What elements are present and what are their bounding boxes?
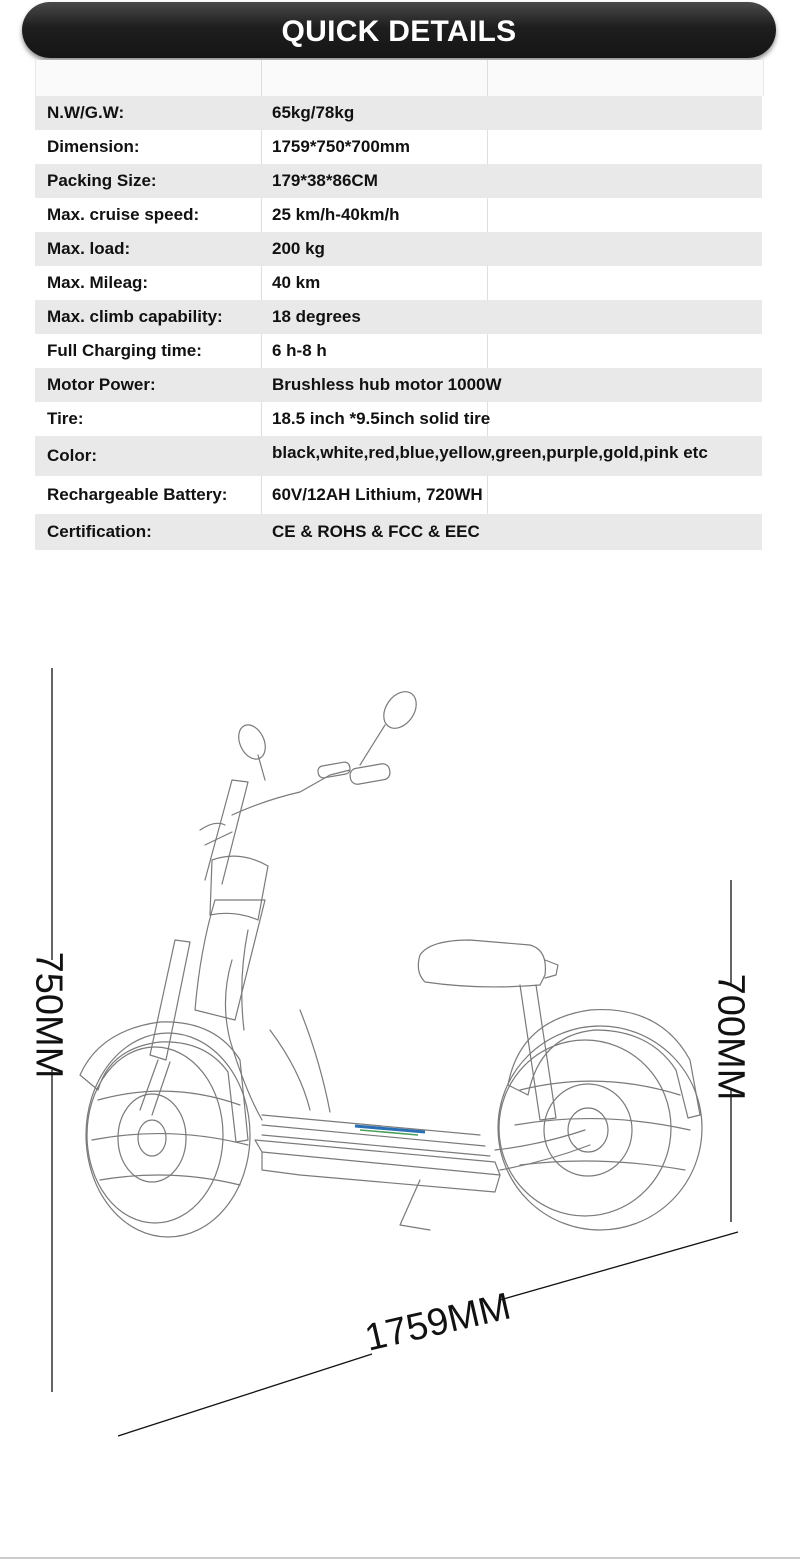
left-mirror — [234, 721, 271, 764]
spec-value: 65kg/78kg — [272, 103, 355, 122]
spec-value: 179*38*86CM — [272, 171, 378, 190]
spec-label: Rechargeable Battery: — [47, 485, 228, 504]
seat — [418, 940, 545, 987]
spec-label: Max. Mileag: — [47, 273, 149, 292]
specs-table-top-spacer — [35, 60, 764, 96]
spec-value: 1759*750*700mm — [272, 137, 411, 156]
spec-label: Full Charging time: — [47, 341, 202, 360]
seat-height-label: 700MM — [709, 973, 752, 1101]
length-dimension-line — [118, 1354, 372, 1436]
front-wheel — [86, 1033, 250, 1237]
spec-row-packing-size — [35, 164, 762, 198]
spec-value: 40 km — [272, 273, 321, 292]
spec-label: Color: — [47, 446, 98, 465]
length-dimension-line — [500, 1232, 738, 1300]
quick-details-banner — [22, 2, 776, 58]
banner-title: QUICK DETAILS — [281, 15, 517, 48]
spec-row-max-load — [35, 232, 762, 266]
spec-value: 6 h-8 h — [272, 341, 327, 360]
spec-value: 200 kg — [272, 239, 325, 258]
spec-value: 18.5 inch *9.5inch solid tire — [272, 409, 491, 428]
scooter-dimension-drawing — [0, 600, 800, 1560]
spec-label: Packing Size: — [47, 171, 157, 190]
spec-label: Max. load: — [47, 239, 131, 258]
length-label: 1759MM — [361, 1285, 515, 1360]
spec-label: Certification: — [47, 522, 152, 541]
spec-row-tire — [35, 402, 762, 436]
spec-row-motor-power — [35, 368, 762, 402]
kickstand — [400, 1180, 430, 1230]
spec-value: 25 km/h-40km/h — [272, 205, 400, 224]
spec-value: 60V/12AH Lithium, 720WH — [272, 485, 483, 504]
spec-label: Dimension: — [47, 137, 140, 156]
spec-value: black,white,red,blue,yellow,green,purple,gold,pink etc — [272, 443, 708, 462]
spec-value: Brushless hub motor 1000W — [272, 375, 502, 394]
spec-value: CE & ROHS & FCC & EEC — [272, 522, 480, 541]
spec-row-charging-time — [35, 334, 762, 368]
seat-post — [520, 985, 556, 1120]
spec-row-certification — [35, 514, 762, 550]
spec-row-battery — [35, 476, 762, 514]
spec-row-dimension — [35, 130, 762, 164]
spec-row-cruise-speed — [35, 198, 762, 232]
bottom-divider — [0, 1557, 800, 1559]
spec-row-color — [35, 436, 762, 476]
spec-label: N.W/G.W: — [47, 103, 125, 122]
spec-label: Max. cruise speed: — [47, 205, 200, 224]
spec-row-weight — [35, 96, 762, 130]
right-grip — [349, 763, 391, 786]
height-label: 750MM — [27, 951, 70, 1079]
specs-table — [35, 60, 762, 550]
spec-value: 18 degrees — [272, 307, 361, 326]
spec-label: Motor Power: — [47, 375, 156, 394]
spec-row-max-mileage — [35, 266, 762, 300]
spec-label: Max. climb capability: — [47, 307, 223, 326]
spec-label: Tire: — [47, 409, 84, 428]
scooter-line-art — [80, 686, 702, 1237]
spec-row-climb — [35, 300, 762, 334]
